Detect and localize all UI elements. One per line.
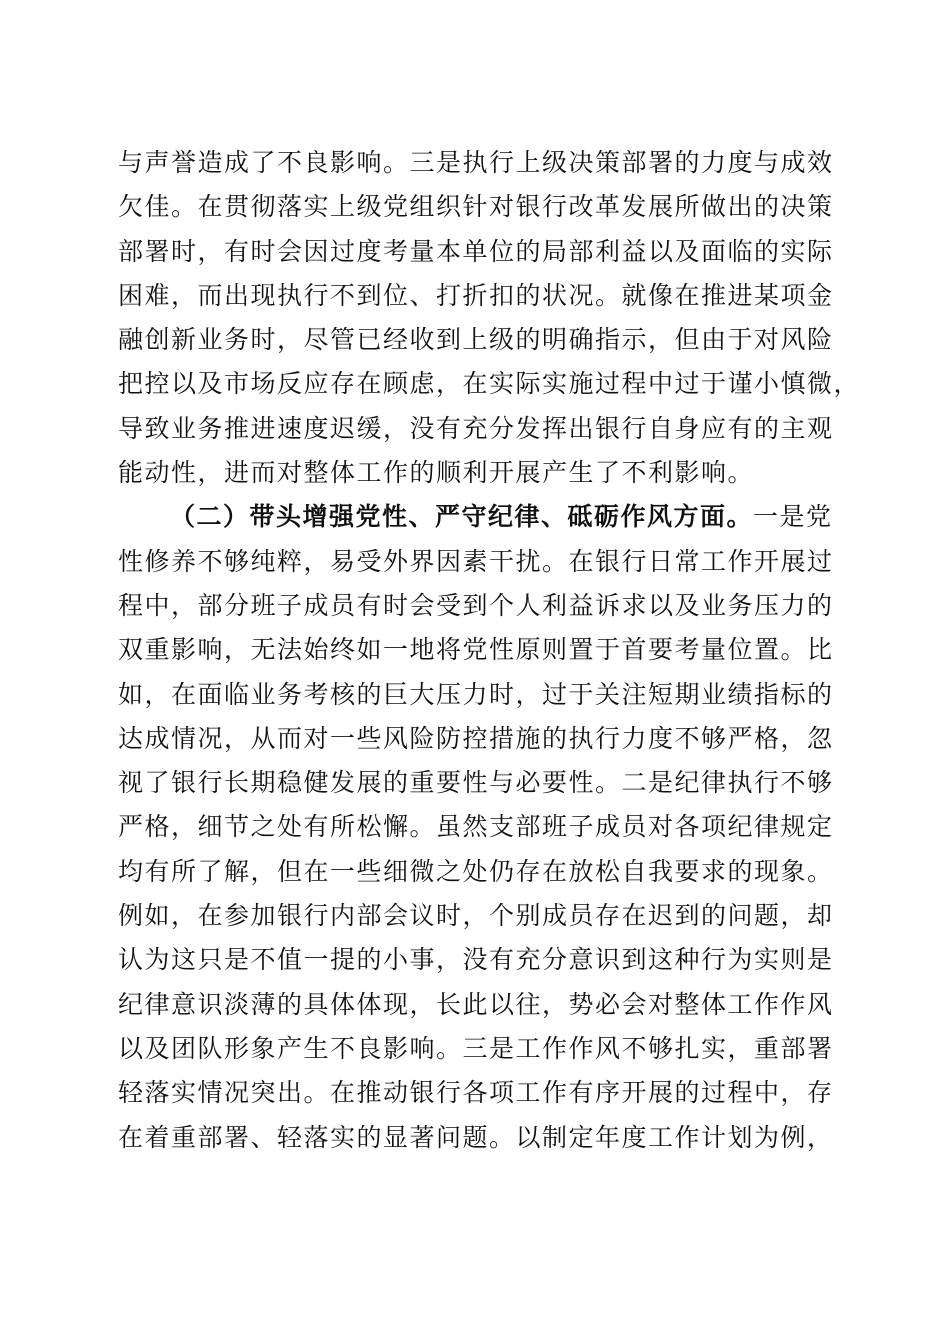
text-line: 与声誉造成了不良影响。三是执行上级决策部署的力度与成效 [118, 148, 834, 177]
section-heading-tail: 一是党 [753, 502, 833, 532]
text-line: 欠佳。在贯彻落实上级党组织针对银行改革发展所做出的决策 [118, 192, 834, 222]
text-line: 把控以及市场反应存在顾虑，在实际实施过程中过于谨小慎微， [118, 369, 861, 399]
text-line: 认为这只是不值一提的小事，没有充分意识到这种行为实则是 [118, 945, 834, 975]
text-line: 部署时，有时会因过度考量本单位的局部利益以及面临的实际 [118, 236, 834, 266]
text-line: 轻落实情况突出。在推动银行各项工作有序开展的过程中，存 [118, 1078, 834, 1108]
text-line: 困难，而出现执行不到位、打折扣的状况。就像在推进某项金 [118, 280, 834, 310]
text-line: 双重影响，无法始终如一地将党性原则置于首要考量位置。比 [118, 635, 834, 665]
text-line: 例如，在参加银行内部会议时，个别成员存在迟到的问题，却 [118, 901, 834, 931]
text-line: 导致业务推进速度迟缓，没有充分发挥出银行自身应有的主观 [118, 413, 834, 443]
section-heading-line [118, 495, 833, 539]
text-line: 程中，部分班子成员有时会受到个人利益诉求以及业务压力的 [118, 590, 834, 620]
text-line: 在着重部署、轻落实的显著问题。以制定年度工作计划为例， [118, 1122, 834, 1152]
text-line: 能动性，进而对整体工作的顺利开展产生了不利影响。 [118, 458, 755, 488]
text-line: 以及团队形象产生不良影响。三是工作作风不够扎实，重部署 [118, 1033, 834, 1063]
section-heading: （二）带头增强党性、严守纪律、砥砺作风方面。 [170, 502, 754, 532]
text-line: 纪律意识淡薄的具体体现，长此以往，势必会对整体工作作风 [118, 989, 834, 1019]
text-line: 严格，细节之处有所松懈。虽然支部班子成员对各项纪律规定 [118, 812, 834, 842]
text-line: 如，在面临业务考核的巨大压力时，过于关注短期业绩指标的 [118, 679, 834, 709]
text-line: 均有所了解，但在一些细微之处仍存在放松自我要求的现象。 [118, 856, 834, 886]
text-line: 视了银行长期稳健发展的重要性与必要性。二是纪律执行不够 [118, 768, 834, 798]
text-line: 达成情况，从而对一些风险防控措施的执行力度不够严格，忽 [118, 723, 834, 753]
text-line: 性修养不够纯粹，易受外界因素干扰。在银行日常工作开展过 [118, 546, 834, 576]
body-text [118, 141, 861, 1160]
text-line: 融创新业务时，尽管已经收到上级的明确指示，但由于对风险 [118, 325, 834, 355]
